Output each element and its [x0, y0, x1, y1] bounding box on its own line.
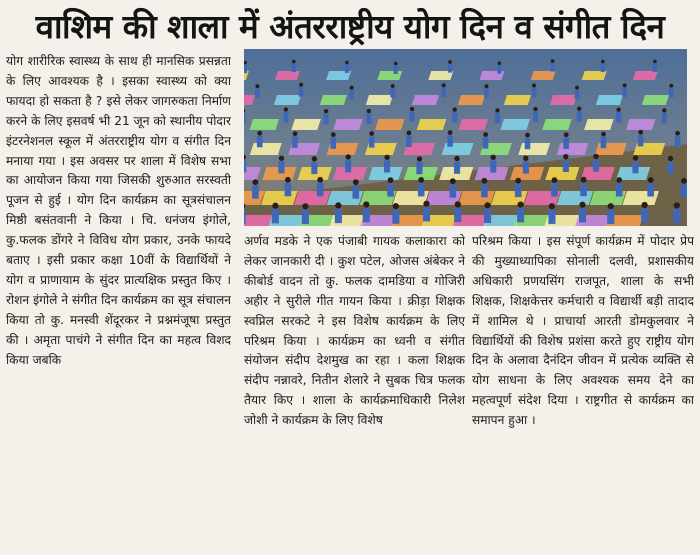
- article-column-3: [472, 232, 694, 550]
- column-text: अर्णव मडके ने एक पंजाबी गायक कलाकारा को लेकर जानकारी दी । कुश पटेल, ओजस अंबेकर ने कीबोर्ड वादन तो कु. फलक दामडिया व गोजिरी अहीर ने सुरीले गीत गायन किया । क्रीड़ा शिक्षक स्वप्निल सरकटे ने इस विशेष कार्यक्रम के लिए परिश्रम किया । कार्यक्रम का ध्वनी व संगीत संयोजन संदीप देशमुख का रहा । कला शिक्षक संदीप नन्नावरे, नितीन शेलारे ने सुबक चित्र फलक तैयार किए । शाला के कार्यक्रमाधिकारी निलेश जोशी ने कार्यक्रम के लिए विशेष: [244, 234, 465, 428]
- column-text: परिश्रम किया । इस संपूर्ण कार्यक्रम में पोदार प्रेप की मुख्याध्यापिका सोनाली दलवी, प्रशासकीय अधिकारी प्रणयसिंग राजपूत, शाला के सभी शिक्षक, शिक्षकेत्तर कर्मचारी व विद्यार्थी बड़ी तादाद में शामिल थे । प्राचार्या आरती डोमकुलवार ने विद्यार्थियों की विशेष प्रशंसा करते हुए राष्ट्रीय योग दिन के अलावा दैनंदिन जीवन में प्रत्येक व्यक्ति से योग साधना के लिए अवश्यक समय देने का महत्वपूर्ण संदेश दिया । राष्ट्रगीत से कार्यक्रम का समापन हुआ ।: [472, 234, 694, 428]
- yoga-event-photo: [244, 49, 687, 226]
- headline: वाशिम की शाला में अंतरराष्ट्रीय योग दिन व संगीत दिन: [35, 6, 665, 46]
- article-column-1: [6, 52, 231, 550]
- column-text: योग शारीरिक स्वास्थ्य के साथ ही मानसिक प्रसन्नता के लिए आवश्यक है । इसका स्वास्थ्य को क्या फायदा हो सकता है ? इसे लेकर जागरुकता निर्माण करने के लिए इसवर्ष भी 21 जून को स्थानीय पोदार इंटरनेशनल स्कूल में अंतरराष्ट्रीय योग व संगीत दिन मनाया गया । इस अवसर पर शाला में विशेष सभा का आयोजन किया गया जिसकी शुरुआत सरस्वती पूजन से हुई । योग दिन कार्यक्रम का सूत्रसंचालन मिष्ठी बसंतवानी ने किया । चि. धनंजय इंगोले, कु.फलक डोंगरे ने विविध योग प्रकार, उनके फायदे बताए । इसी प्रकार कक्षा 10वीं के विद्यार्थियों ने योग व प्राणायाम के सुंदर प्रात्यक्षिक प्रस्तुत किए । रोशन इंगोले ने संगीत दिन कार्यक्रम का सूत्र संचालन किया तो कु. मनस्वी शेंदूरकर ने प्रश्नमंजूषा प्रस्तुत की । अमृता पाचंगे ने संगीत दिन का महत्व विशद किया जबकि: [6, 54, 231, 367]
- article-column-2: [244, 232, 465, 550]
